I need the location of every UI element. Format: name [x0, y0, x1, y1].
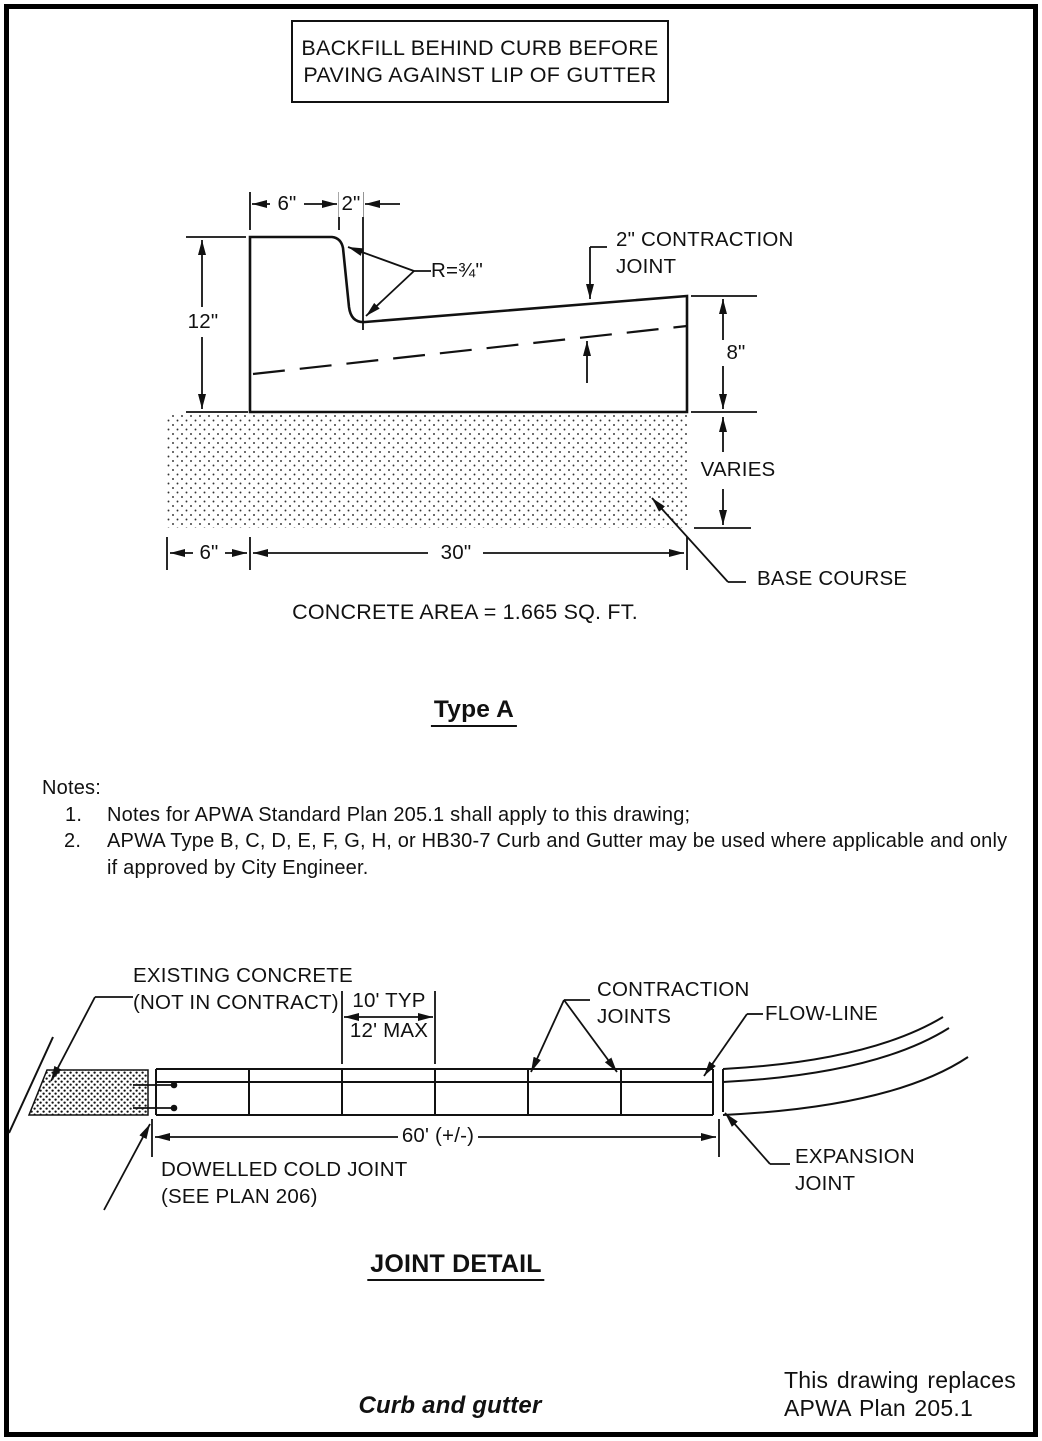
- note-1-text: Notes for APWA Standard Plan 205.1 shall apply to this drawing;: [107, 804, 691, 826]
- notes-header: Notes:: [42, 777, 102, 799]
- curb-strip: [156, 1069, 713, 1115]
- curb-return-curves: [723, 1017, 968, 1115]
- expansion-joint-label: EXPANSION JOINT: [795, 1145, 915, 1195]
- sheet-title: Curb and gutter: [358, 1392, 542, 1419]
- dim-bottom-30-label: 30": [438, 540, 475, 566]
- flow-line-label: FLOW-LINE: [765, 1002, 879, 1025]
- page-border: [7, 7, 1036, 1435]
- dim-60-label: 60' (+/-): [399, 1123, 477, 1149]
- note-2-number: 2.: [64, 830, 82, 852]
- radius-label: R=¾": [431, 259, 483, 282]
- concrete-area-label: CONCRETE AREA = 1.665 SQ. FT.: [292, 600, 638, 624]
- contraction-joint-label: 2" CONTRACTION JOINT: [616, 228, 794, 278]
- dowelled-cold-joint-label: DOWELLED COLD JOINT (SEE PLAN 206): [161, 1158, 408, 1208]
- dim-12-label: 12": [185, 309, 222, 335]
- backfill-note-box: [291, 20, 669, 103]
- dim-12-max-label: 12' MAX: [349, 1019, 429, 1042]
- dim-10-typ-label: 10' TYP: [352, 989, 426, 1012]
- existing-concrete-hatch: [29, 1070, 148, 1115]
- dim-bottom: [167, 537, 687, 570]
- dim-varies-label: VARIES: [698, 457, 779, 483]
- backfill-note-line1: BACKFILL BEHIND CURB BEFORE: [301, 35, 659, 60]
- replaces-note: This drawing replaces APWA Plan 205.1: [784, 1367, 1016, 1421]
- dim-top-6-label: 6": [274, 191, 299, 217]
- backfill-note-line2: PAVING AGAINST LIP OF GUTTER: [303, 62, 657, 87]
- note-2-text: APWA Type B, C, D, E, F, G, H, or HB30-7 Curb and Gutter may be used where applicable and only if approved by City Engineer.: [107, 830, 1008, 879]
- radius-callout: [348, 247, 431, 316]
- type-a-title: Type A: [431, 697, 517, 727]
- joint-detail-title: JOINT DETAIL: [367, 1251, 544, 1281]
- base-course-label: BASE COURSE: [757, 567, 908, 590]
- base-course-hatch: [167, 414, 687, 528]
- contraction-joints-label: CONTRACTION JOINTS: [597, 978, 750, 1028]
- existing-concrete-label: EXISTING CONCRETE (NOT IN CONTRACT): [133, 964, 353, 1014]
- dim-top-2-label: 2": [338, 191, 363, 217]
- note-1-number: 1.: [65, 804, 83, 826]
- dim-8-label: 8": [723, 340, 748, 366]
- dim-bottom-6-label: 6": [196, 540, 221, 566]
